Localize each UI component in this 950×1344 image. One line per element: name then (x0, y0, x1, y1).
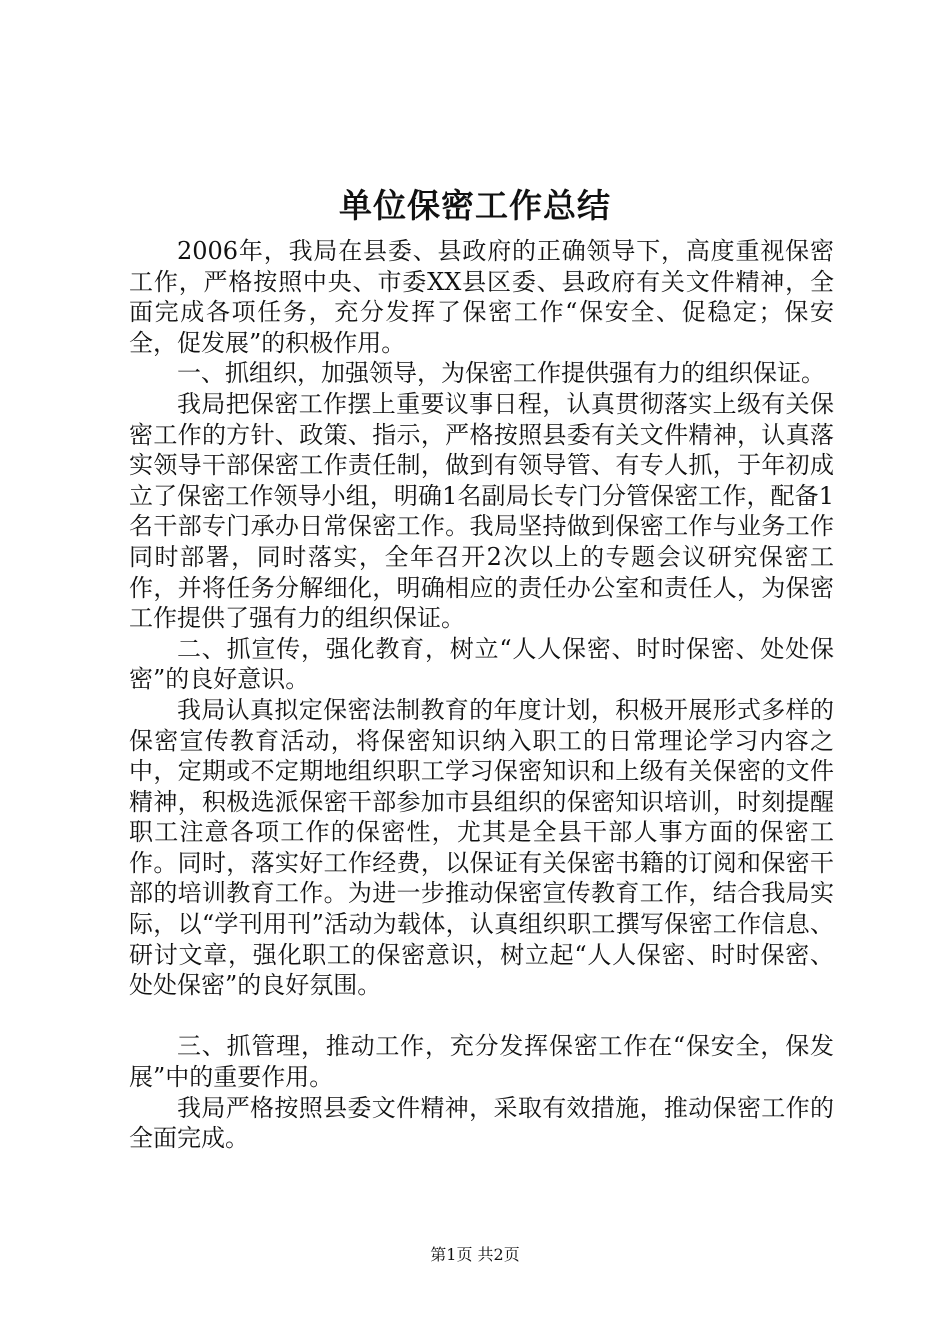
paragraph-section-3: 我局严格按照县委文件精神，采取有效措施，推动保密工作的全面完成。 (129, 1093, 834, 1153)
paragraph-section-1: 我局把保密工作摆上重要议事日程，认真贯彻落实上级有关保密工作的方针、政策、指示，严格按照县委有关文件精神，认真落实领导干部保密工作责任制，做到有领导管、有专人抓，于年初成立了保密工作领导小组，明确1名副局长专门分管保密工作，配备1名干部专门承办日常保密工作。我局坚持做到保密工作与业务工作同时部署，同时落实，全年召开2次以上的专题会议研究保密工作，并将任务分解细化，明确相应的责任办公室和责任人，为保密工作提供了强有力的组织保证。 (129, 389, 834, 633)
document-body (129, 236, 834, 1154)
section-heading-1: 一、抓组织，加强领导，为保密工作提供强有力的组织保证。 (177, 359, 825, 388)
paragraph-section-2: 我局认真拟定保密法制教育的年度计划，积极开展形式多样的保密宣传教育活动，将保密知识纳入职工的日常理论学习内容之中，定期或不定期地组织职工学习保密知识和上级有关保密的文件精神，积极选派保密干部参加市县组织的保密知识培训，时刻提醒职工注意各项工作的保密性，尤其是全县干部人事方面的保密工作。同时，落实好工作经费，以保证有关保密书籍的订阅和保密干部的培训教育工作。为进一步推动保密宣传教育工作，结合我局实际，以“学刊用刊”活动为载体，认真组织职工撰写保密工作信息、研讨文章，强化职工的保密意识，树立起“人人保密、时时保密、处处保密”的良好氛围。 (129, 695, 834, 1000)
page-number-footer: 第1页 共2页 (430, 1245, 520, 1264)
section-heading-3: 三、抓管理，推动工作，充分发挥保密工作在“保安全，保发展”中的重要作用。 (129, 1032, 834, 1092)
document-title: 单位保密工作总结 (339, 186, 611, 225)
paragraph-intro: 2006年，我局在县委、县政府的正确领导下，高度重视保密工作，严格按照中央、市委XX县区委、县政府有关文件精神，全面完成各项任务，充分发挥了保密工作“保安全、促稳定；保安全，促发展”的积极作用。 (129, 237, 834, 357)
section-heading-2: 二、抓宣传，强化教育，树立“人人保密、时时保密、处处保密”的良好意识。 (129, 634, 834, 694)
